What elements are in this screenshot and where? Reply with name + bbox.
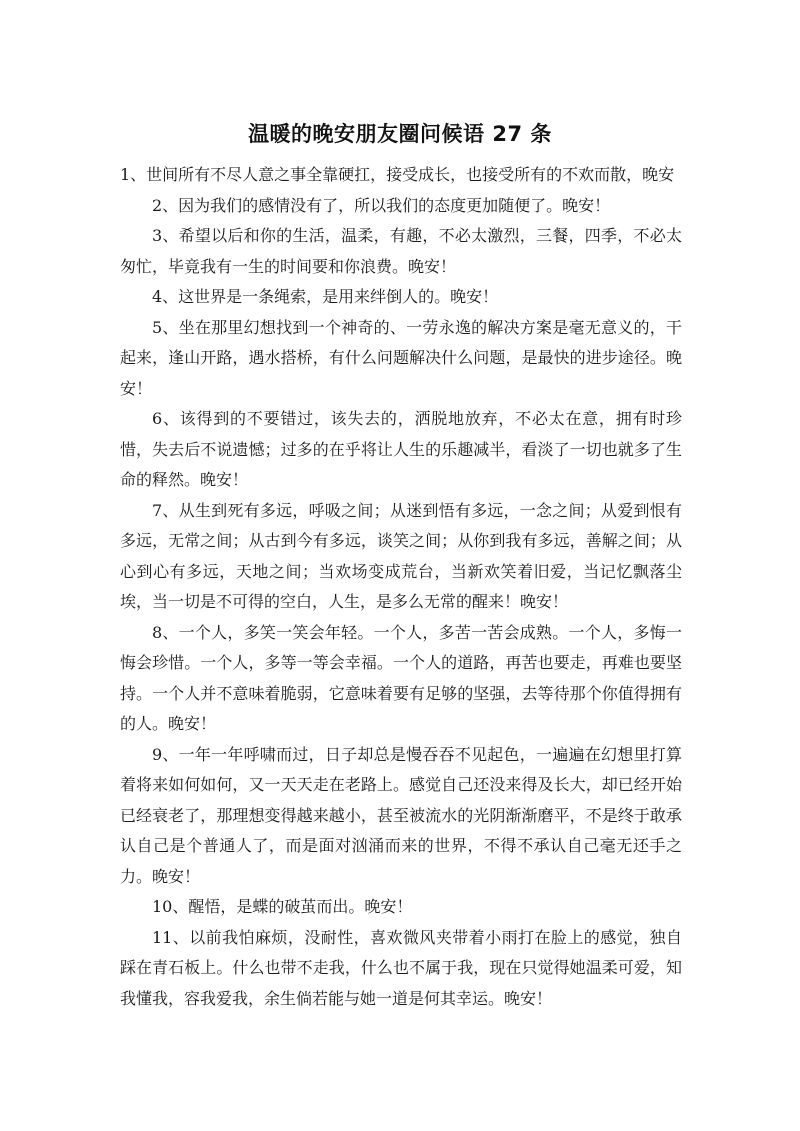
paragraph-3: 3、希望以后和你的生活，温柔，有趣，不必太激烈，三餐，四季，不必太匆忙，毕竟我有一生的时间要和你浪费。晚安！ [120, 226, 682, 276]
paragraph-4: 4、这世界是一条绳索，是用来绊倒人的。晚安！ [152, 287, 499, 306]
paragraph-8: 8、一个人，多笑一笑会年轻。一个人，多苦一苦会成熟。一个人，多悔一悔会珍惜。一个人，多等一等会幸福。一个人的道路，再苦也要走，再难也要坚持。一个人并不意味着脆弱，它意味着要有足够的坚强，去等待那个你值得拥有的人。晚安！ [120, 622, 682, 733]
document-title: 温暖的晚安朋友圈问候语 27 条 [248, 122, 552, 146]
paragraph-6: 6、该得到的不要错过，该失去的，洒脱地放弃，不必太在意，拥有时珍惜，失去后不说遗憾；过多的在乎将让人生的乐趣减半，看淡了一切也就多了生命的释然。晚安！ [120, 409, 682, 489]
document-body [120, 160, 682, 1014]
paragraph-10: 10、醒悟，是蝶的破茧而出。晚安！ [152, 897, 413, 916]
paragraph-5: 5、坐在那里幻想找到一个神奇的、一劳永逸的解决方案是毫无意义的，干起来，逢山开路，遇水搭桥，有什么问题解决什么问题，是最快的进步途径。晚安！ [120, 317, 682, 398]
paragraph-9: 9、一年一年呼啸而过，日子却总是慢吞吞不见起色，一遍遍在幻想里打算着将来如何如何，又一天天走在老路上。感觉自己还没来得及长大，却已经开始已经衰老了，那理想变得越来越小，甚至被流水的光阴渐渐磨平，不是终于敢承认自己是个普通人了，而是面对汹涌而来的世界，不得不承认自己毫无还手之力。晚安！ [120, 744, 682, 886]
paragraph-7: 7、从生到死有多远，呼吸之间；从迷到悟有多远，一念之间；从爱到恨有多远，无常之间；从古到今有多远，谈笑之间；从你到我有多远，善解之间；从心到心有多远，天地之间；当欢场变成荒台，当新欢笑着旧爱，当记忆飘落尘埃，当一切是不可得的空白，人生，是多么无常的醒来！晚安！ [120, 500, 682, 611]
paragraph-11: 11、以前我怕麻烦，没耐性，喜欢微风夹带着小雨打在脸上的感觉，独自踩在青石板上。什么也带不走我，什么也不属于我，现在只觉得她温柔可爱，知我懂我，容我爱我，余生倘若能与她一道是何其幸运。晚安！ [120, 927, 682, 1008]
paragraph-2: 2、因为我们的感情没有了，所以我们的态度更加随便了。晚安！ [152, 195, 611, 215]
paragraph-1: 1、世间所有不尽人意之事全靠硬扛，接受成长，也接受所有的不欢而散，晚安 [120, 165, 675, 184]
